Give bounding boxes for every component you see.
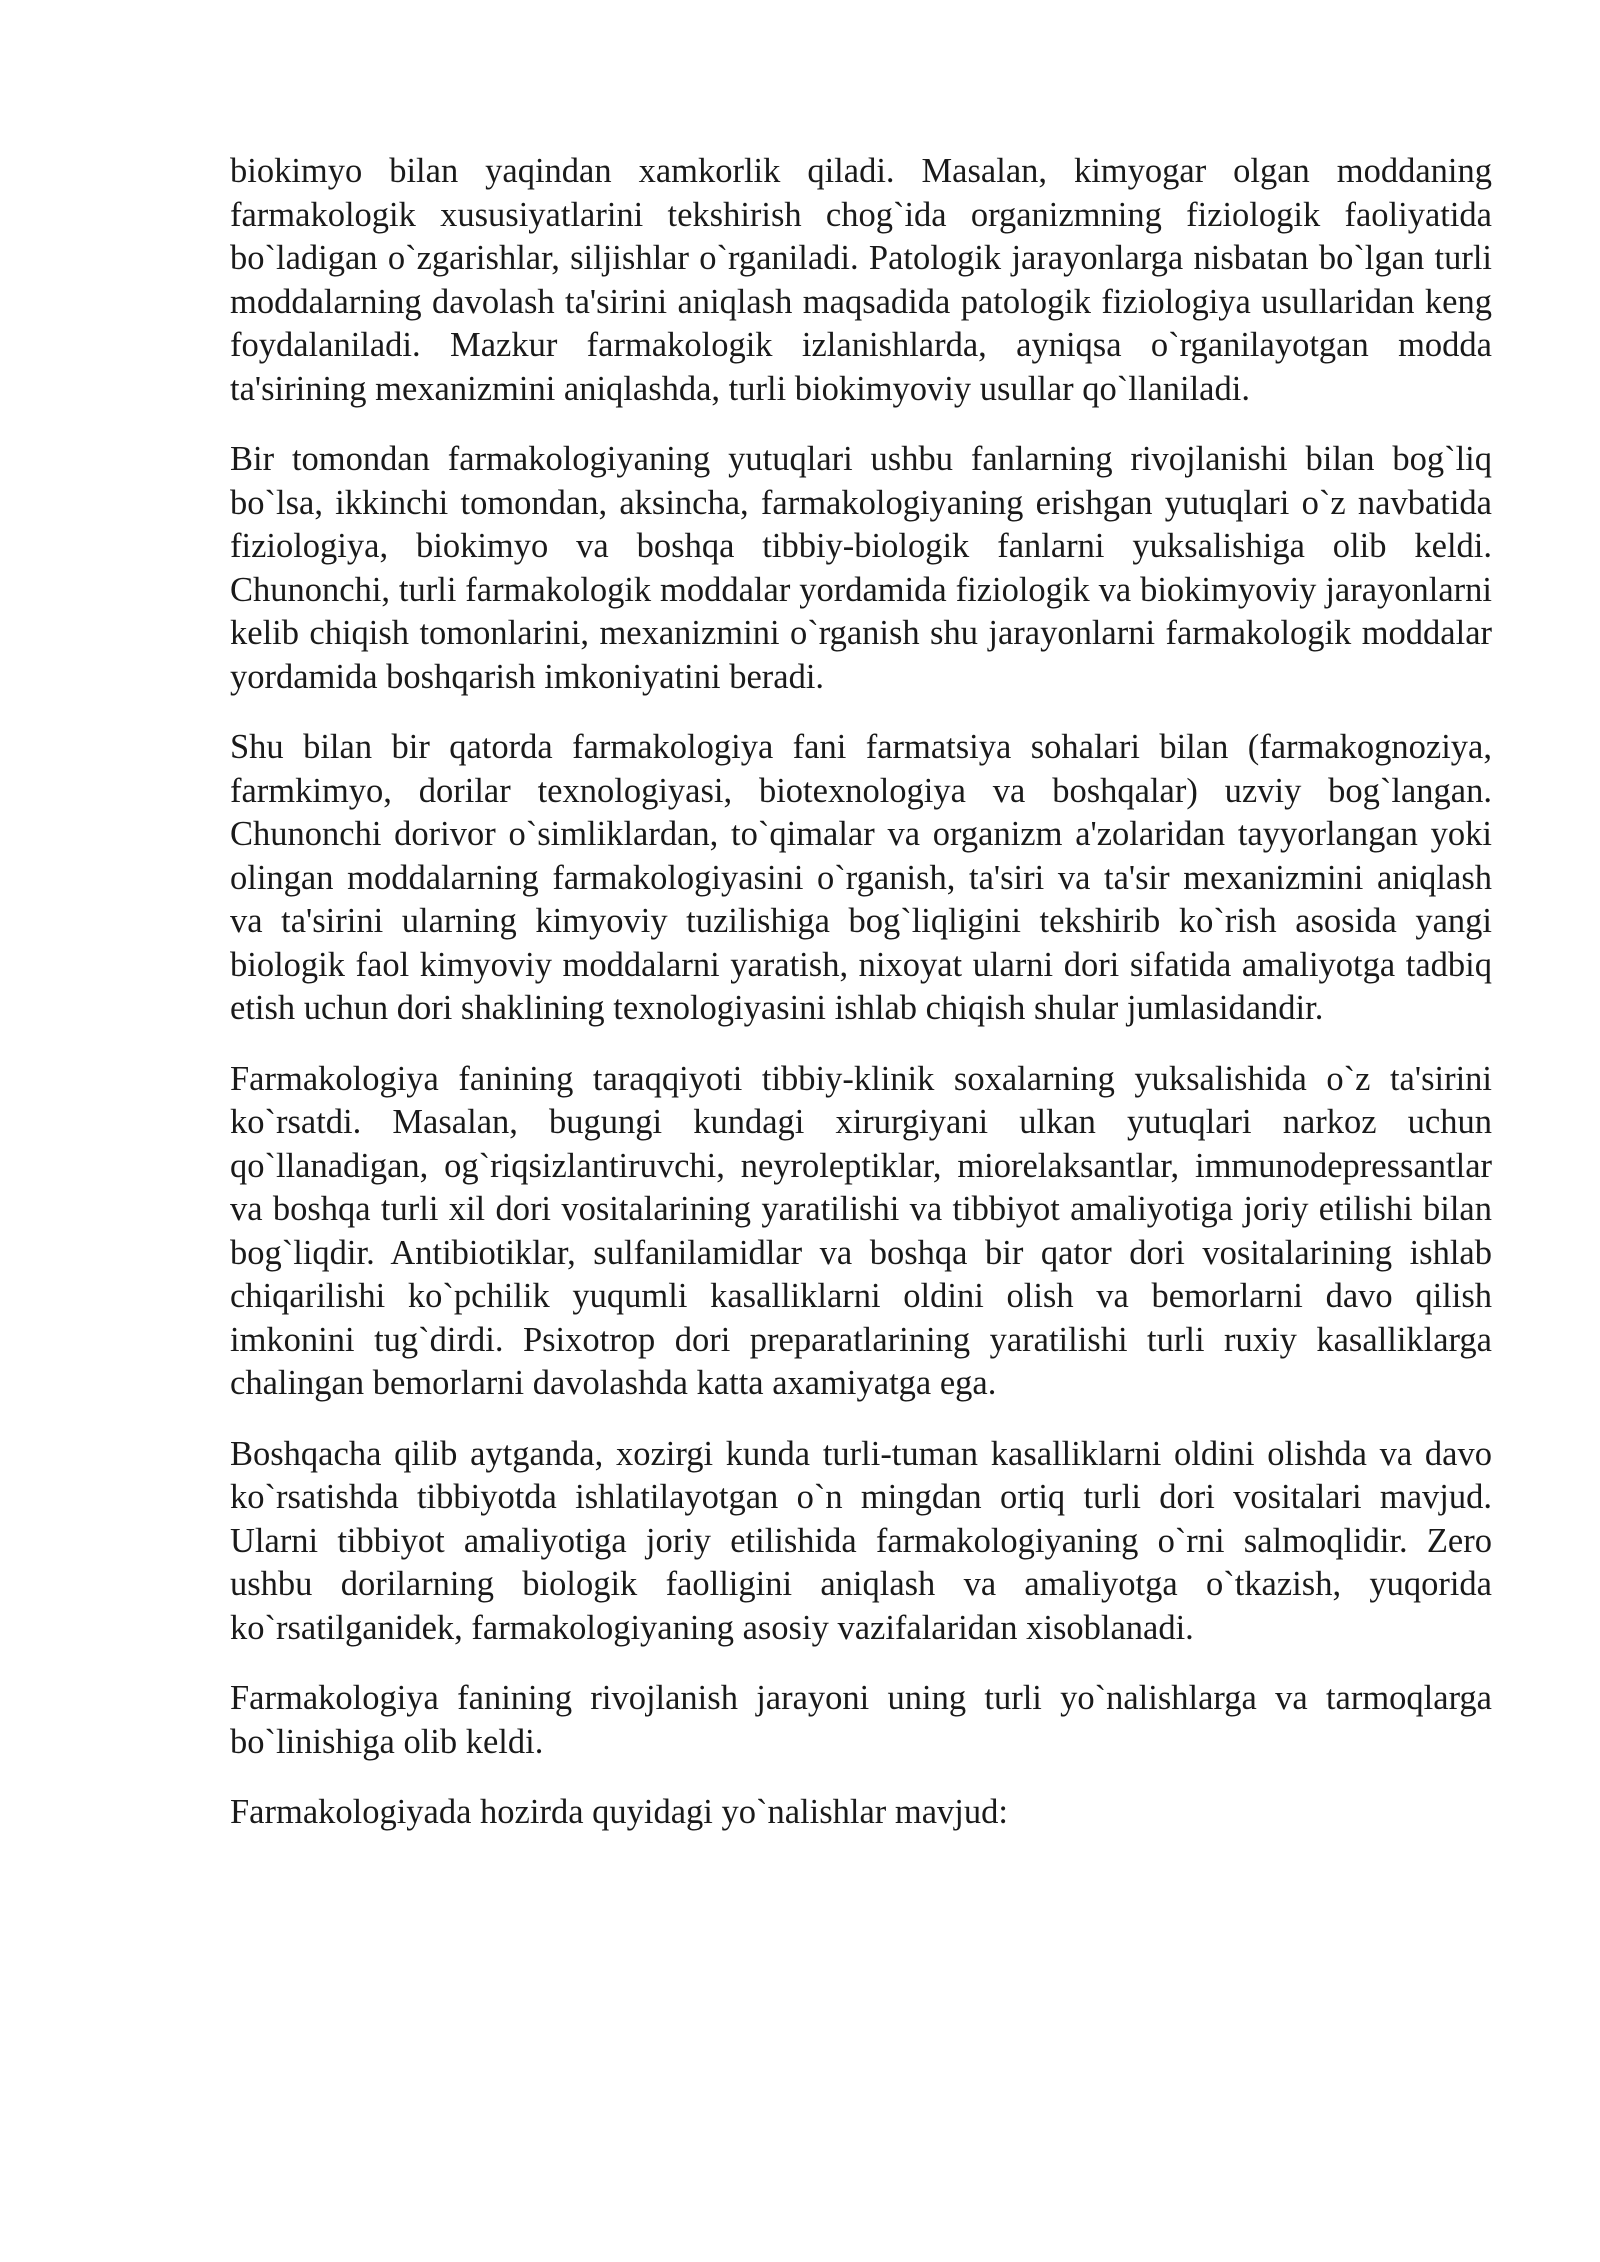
- document-page: [230, 150, 1492, 1835]
- paragraph-6: Farmakologiya fanining rivojlanish jarayoni uning turli yo`nalishlarga va tarmoqlarga bo`linishiga olib keldi.: [230, 1679, 1492, 1761]
- paragraph-5: Boshqacha qilib aytganda, xozirgi kunda turli-tuman kasalliklarni oldini olishda va davo ko`rsatishda tibbiyotda ishlatilayotgan o`n mingdan ortiq turli dori vositalari mavjud. Ularni tibbiyot amaliyotiga joriy etilishida farmakologiyaning o`rni salmoqlidir. Zero ushbu dorilarning biologik faolligini aniqlash va amaliyotga o`tkazish, yuqorida ko`rsatilganidek, farmakologiyaning asosiy vazifalaridan xisoblanadi.: [230, 1434, 1492, 1647]
- paragraph-7: Farmakologiyada hozirda quyidagi yo`nalishlar mavjud:: [230, 1793, 1008, 1831]
- paragraph-2: Bir tomondan farmakologiyaning yutuqlari ushbu fanlarning rivojlanishi bilan bog`liq bo`lsa, ikkinchi tomondan, aksincha, farmakologiyaning erishgan yutuqlari o`z navbatida fiziologiya, biokimyo va boshqa tibbiy-biologik fanlarni yuksalishiga olib keldi. Chunonchi, turli farmakologik moddalar yordamida fiziologik va biokimyoviy jarayonlarni kelib chiqish tomonlarini, mexanizmini o`rganish shu jarayonlarni farmakologik moddalar yordamida boshqarish imkoniyatini beradi.: [230, 440, 1492, 696]
- paragraph-1: biokimyo bilan yaqindan xamkorlik qiladi. Masalan, kimyogar olgan moddaning farmakologik xususiyatlarini tekshirish chog`ida organizmning fiziologik faoliyatida bo`ladigan o`zgarishlar, siljishlar o`rganiladi. Patologik jarayonlarga nisbatan bo`lgan turli moddalarning davolash ta'sirini aniqlash maqsadida patologik fiziologiya usullaridan keng foydalaniladi. Mazkur farmakologik izlanishlarda, ayniqsa o`rganilayotgan modda ta'sirining mexanizmini aniqlashda, turli biokimyoviy usullar qo`llaniladi.: [230, 152, 1492, 408]
- paragraph-3: Shu bilan bir qatorda farmakologiya fani farmatsiya sohalari bilan (farmakognoziya, farmkimyo, dorilar texnologiyasi, biotexnologiya va boshqalar) uzviy bog`langan. Chunonchi dorivor o`simliklardan, to`qimalar va organizm a'zolaridan tayyorlangan yoki olingan moddalarning farmakologiyasini o`rganish, ta'siri va ta'sir mexanizmini aniqlash va ta'sirini ularning kimyoviy tuzilishiga bog`liqligini tekshirib ko`rish asosida yangi biologik faol kimyoviy moddalarni yaratish, nixoyat ularni dori sifatida amaliyotga tadbiq etish uchun dori shaklining texnologiyasini ishlab chiqish shular jumlasidandir.: [230, 728, 1492, 1027]
- paragraph-4: Farmakologiya fanining taraqqiyoti tibbiy-klinik soxalarning yuksalishida o`z ta'sirini ko`rsatdi. Masalan, bugungi kundagi xirurgiyani ulkan yutuqlari narkoz uchun qo`llanadigan, og`riqsizlantiruvchi, neyroleptiklar, miorelaksantlar, immunodepressantlar va boshqa turli xil dori vositalarining yaratilishi va tibbiyot amaliyotiga joriy etilishi bilan bog`liqdir. Antibiotiklar, sulfanilamidlar va boshqa bir qator dori vositalarining ishlab chiqarilishi ko`pchilik yuqumli kasalliklarni oldini olish va bemorlarni davo qilish imkonini tug`dirdi. Psixotrop dori preparatlarining yaratilishi turli ruxiy kasalliklarga chalingan bemorlarni davolashda katta axamiyatga ega.: [230, 1059, 1492, 1402]
